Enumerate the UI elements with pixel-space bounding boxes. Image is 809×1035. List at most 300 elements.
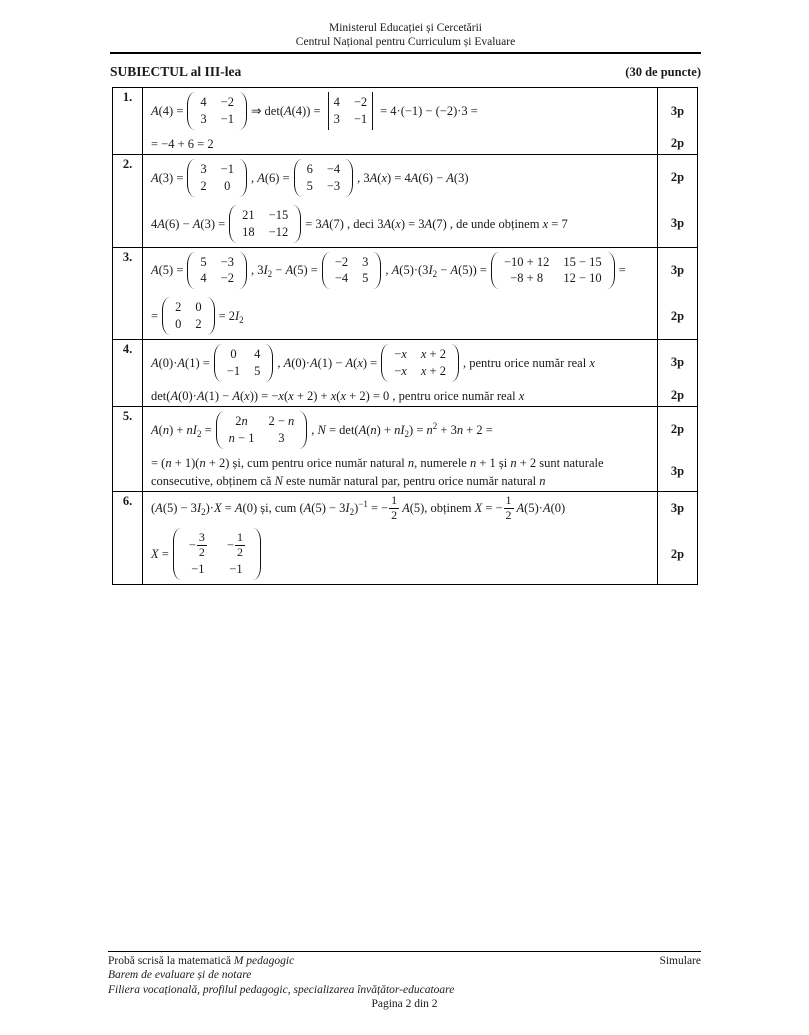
math-var: A (383, 216, 392, 231)
math-text: 2 (195, 317, 202, 332)
math-var: x (340, 388, 347, 403)
matrix-cell (229, 413, 255, 430)
math-text: 0 (195, 300, 202, 315)
matrix-cell (242, 224, 255, 241)
math-text: , $N = \det(A(n) + nI_2) = n^2 + 3n + 2$ = (311, 420, 493, 439)
math-var: A (151, 263, 159, 278)
math-var: A (345, 355, 354, 370)
math-var: x (589, 355, 595, 370)
math-var: I (263, 263, 268, 278)
matrix (322, 252, 382, 290)
math-text: x + 2 (420, 363, 446, 378)
matrix-cell (221, 270, 234, 287)
subject-heading (110, 64, 701, 80)
math-text: 3 (200, 112, 207, 126)
math-text: ⇒ det(A(4)) = (250, 103, 321, 118)
matrix-cell (269, 224, 289, 241)
math-var: x (518, 388, 525, 403)
math-var: I (192, 422, 197, 437)
math-text: A(5), obținem X = (402, 501, 493, 516)
matrix-cells (195, 252, 239, 290)
math-var: x (542, 216, 549, 231)
ministry-line2: Centrul Național pentru Curriculum și Evaluare (295, 35, 516, 48)
matrix-cell (334, 94, 340, 111)
points-cell: 3p (657, 201, 697, 247)
math-var: n (456, 422, 464, 437)
matrix-cell (504, 270, 549, 287)
math-text: −10 + 12 (503, 254, 550, 269)
math-text: −1 (353, 112, 368, 126)
matrix-cell (221, 254, 234, 271)
math-text: −15 (268, 207, 289, 222)
matrix (187, 252, 247, 290)
math-var: A (196, 388, 205, 403)
math-var: A (391, 263, 400, 278)
math-var: N (317, 422, 326, 437)
math-var: n (162, 422, 170, 437)
solution-line (143, 524, 657, 583)
paren-right (293, 205, 301, 243)
matrix (216, 411, 308, 449)
matrix-cells (329, 92, 373, 130)
matrix-cells (302, 159, 346, 197)
paren-right (299, 411, 307, 449)
footer-rule (108, 951, 701, 952)
math-text: 3 (362, 254, 369, 269)
paren-left (381, 344, 389, 382)
matrix-cell (421, 363, 446, 380)
points-cell: 2p (657, 524, 697, 583)
paren-right (607, 252, 615, 290)
math-var: x (395, 216, 401, 231)
matrix-cell (200, 178, 206, 195)
matrix-cell (227, 346, 240, 363)
fraction-sign: − (381, 501, 389, 516)
fraction (227, 531, 245, 560)
matrix-cells (195, 159, 239, 197)
table-row (113, 340, 697, 407)
math-var: A (192, 216, 201, 231)
matrix-cell (327, 178, 340, 195)
math-var: I (235, 309, 240, 324)
math-var: A (446, 170, 454, 185)
matrix (294, 159, 354, 197)
math-var: I (196, 501, 202, 516)
math-var: A (402, 501, 410, 516)
math-text: −2 (220, 95, 234, 110)
paren-left (214, 344, 222, 382)
math-var: X (151, 547, 159, 562)
math-var: x (381, 170, 388, 185)
matrix-cell (186, 561, 210, 578)
math-text: 5 (254, 363, 261, 378)
solution-line (143, 293, 657, 339)
math-text: det(A(0)·A(1) − A(x)) = −x(x + 2) + x(x + 2) = 0 , pentru orice număr real x (151, 388, 525, 403)
math-var: n (228, 430, 235, 445)
math-text: 6 (306, 162, 313, 176)
numerator: 1 (236, 530, 243, 545)
paren-left (229, 205, 237, 243)
ministry-header (110, 22, 701, 49)
math-text: = −4 + 6 = 2 (151, 136, 214, 151)
math-var: A (151, 170, 159, 185)
math-text: 2 (200, 178, 207, 193)
math-text: = $2I_2$ (218, 309, 244, 326)
math-var: A (542, 501, 551, 516)
matrix-cells (224, 411, 300, 449)
points-cell: 2p (657, 155, 697, 201)
math-text: A(5) = (151, 263, 184, 278)
math-text: −2 (334, 254, 349, 269)
row-number: 6. (113, 492, 143, 584)
row-number: 3. (113, 248, 143, 340)
math-text: 0 (230, 347, 237, 361)
points-cell: 2p (657, 407, 697, 453)
matrix-cell (307, 161, 313, 178)
table-row (113, 155, 697, 248)
matrix-cell (200, 270, 206, 287)
math-var: A (424, 216, 433, 231)
math-text: 21 (242, 207, 255, 222)
matrix-cell (563, 270, 601, 287)
points-cell: 3p (657, 248, 697, 294)
matrix-cells (389, 344, 451, 382)
matrix-cell (200, 254, 206, 271)
math-text: 3 (278, 430, 285, 445)
denominator: 2 (198, 545, 205, 560)
matrix-cell (268, 430, 294, 447)
points-cell: 3p (657, 453, 697, 491)
math-var: A (151, 103, 159, 118)
math-text: 5 (362, 271, 369, 286)
math-var: n (186, 422, 193, 437)
math-text: A(4) = (151, 103, 184, 118)
page-footer (108, 951, 701, 1011)
math-text: −3 (326, 178, 341, 193)
math-var: n (199, 455, 206, 470)
math-text: = (618, 263, 626, 278)
matrix-cells (237, 205, 293, 243)
row-number: 5. (113, 407, 143, 491)
math-var: n (165, 455, 172, 470)
table-row (113, 248, 697, 341)
matrix-cell (362, 254, 368, 271)
math-var: n (469, 455, 477, 470)
math-text: 15 − 15 (563, 254, 602, 269)
math-sup: 2 (432, 420, 438, 431)
math-text: A(5)·A(0) (516, 501, 566, 516)
matrix-cell (195, 299, 201, 316)
footer-line3 (108, 983, 701, 997)
math-text: 2n (235, 413, 248, 428)
math-var: A (369, 170, 378, 185)
paren-left (187, 159, 195, 197)
solution-line (143, 201, 657, 247)
math-var: A (303, 501, 312, 516)
math-var: x (288, 388, 294, 403)
matrix-cell (242, 207, 255, 224)
paren-right (253, 528, 261, 579)
math-text: 2 − n (268, 413, 295, 428)
math-text: 0 (224, 178, 231, 193)
numerator: 1 (505, 492, 512, 507)
matrix-cell (200, 94, 206, 111)
math-sub: 2 (404, 428, 410, 439)
math-var: A (516, 501, 525, 516)
math-var: A (157, 216, 165, 231)
math-text: −1 (226, 363, 241, 378)
matrix-cell (354, 111, 367, 128)
math-text: −1 (229, 562, 243, 577)
math-var: I (400, 422, 405, 437)
paren-right (345, 159, 353, 197)
footer-line2 (108, 968, 701, 982)
math-var: I (345, 501, 350, 516)
math-text: , $A(5)\cdot(3I_2 - A(5))$ = (385, 263, 487, 280)
math-var: n (539, 473, 546, 488)
matrix (162, 297, 215, 335)
table-row (113, 492, 697, 584)
math-text: −2 (220, 271, 234, 286)
math-var: A (155, 501, 163, 516)
fraction-sign: − (188, 538, 196, 553)
footer-line1 (108, 954, 701, 968)
math-var: A (232, 388, 240, 403)
math-text: 5 (306, 178, 313, 193)
matrix-cell (421, 346, 446, 363)
matrix-cell (269, 207, 289, 224)
footer-line2-text: Barem de evaluare și de notare (108, 969, 252, 982)
paren-left (294, 159, 302, 197)
matrix-cells (330, 252, 374, 290)
matrix-cell (229, 430, 255, 447)
math-text: −2 (353, 95, 368, 110)
math-text: 18 (242, 224, 255, 239)
paren-right (373, 252, 381, 290)
matrix-cells (195, 92, 239, 130)
math-var: x (330, 388, 337, 403)
table-row (113, 407, 697, 492)
fraction (495, 494, 513, 523)
math-var: x (401, 347, 407, 361)
fraction-sign: − (226, 538, 234, 553)
math-var: A (151, 355, 159, 370)
math-sub: 2 (196, 428, 202, 439)
paren-left (187, 252, 195, 290)
solution-line (143, 492, 657, 525)
matrix (491, 252, 615, 290)
matrix-cell (394, 346, 407, 363)
math-text: −8 + 8 (510, 271, 544, 286)
matrix-cells (170, 297, 207, 335)
math-var: A (284, 103, 292, 118)
matrix-cell (335, 270, 348, 287)
math-text: −1 (220, 112, 234, 126)
math-text: A(0)·A(1) = (151, 355, 210, 370)
points-cell: 2p (657, 386, 697, 406)
matrix-cell (186, 530, 210, 561)
fraction (381, 494, 399, 523)
matrix-cell (227, 363, 240, 380)
numerator: 3 (198, 530, 205, 545)
math-text: 4 (254, 347, 261, 361)
matrix (173, 528, 261, 579)
math-var: x (401, 363, 407, 378)
matrix-cell (307, 178, 313, 195)
paren-right (207, 297, 215, 335)
math-sup: −1 (358, 499, 368, 510)
paren-right (239, 92, 247, 130)
math-text: $(A(5) - 3I_2)\cdot X = A(0)$ și, cum $(A(5) - 3I_2)^{-1}$ = (151, 499, 379, 518)
math-text: −1 (220, 162, 234, 176)
solution-line (143, 407, 657, 453)
matrix-cell (254, 363, 260, 380)
matrix-cell (221, 111, 234, 128)
math-var: n (288, 413, 295, 428)
exam-name-italic: M pedagogic (233, 955, 295, 967)
matrix-cell (504, 254, 549, 271)
math-var: x (420, 347, 427, 361)
math-var: n (241, 413, 248, 428)
matrix (381, 344, 459, 382)
math-text: −x (394, 363, 407, 378)
math-var: A (309, 355, 318, 370)
matrix-cell (327, 161, 340, 178)
paren-left (491, 252, 499, 290)
matrix (187, 92, 247, 130)
math-text: 4 (200, 271, 207, 286)
row-number: 2. (113, 155, 143, 247)
solution-line (143, 386, 657, 406)
math-text: , A(6) = (250, 170, 290, 185)
math-text: −3 (220, 254, 234, 269)
matrix-cell (221, 161, 234, 178)
paren-left (322, 252, 330, 290)
math-text: 0 (175, 317, 182, 332)
matrix-cell (268, 413, 294, 430)
math-var: A (170, 388, 179, 403)
math-text: x + 2 (420, 347, 446, 361)
row-number: 1. (113, 88, 143, 154)
math-text: −4 (334, 271, 349, 286)
matrix-cell (221, 178, 234, 195)
exam-name (108, 954, 294, 968)
ministry-line1: Ministerul Educației și Cercetării (329, 22, 482, 34)
math-var: A (177, 355, 186, 370)
math-sub: 2 (201, 507, 206, 518)
matrix-cell (362, 270, 368, 287)
math-text: , $3I_2 - A(5)$ = (250, 263, 318, 280)
matrix-cell (224, 561, 248, 578)
matrix-cell (254, 346, 260, 363)
math-var: n (394, 422, 401, 437)
math-var: A (283, 355, 292, 370)
math-var: A (321, 216, 330, 231)
math-sub: 2 (432, 269, 438, 280)
points-cell: 2p (657, 293, 697, 339)
math-text: −1 (191, 562, 205, 577)
math-text: −12 (268, 224, 289, 239)
matrix (214, 344, 274, 382)
math-var: A (450, 263, 459, 278)
paren-right (265, 344, 273, 382)
math-text: 5 (200, 254, 207, 269)
matrix-cell (200, 161, 206, 178)
math-text: , A(0)·A(1) − A(x) = (277, 355, 378, 370)
math-text: −4 (326, 162, 341, 176)
math-sub: 2 (349, 507, 355, 518)
matrix (229, 205, 301, 243)
math-var: X (213, 501, 222, 516)
math-text: 3 (200, 162, 207, 176)
math-text: 3 (333, 112, 340, 126)
matrix-cells (222, 344, 266, 382)
math-var: A (410, 170, 419, 185)
paren-left (162, 297, 170, 335)
math-text: 4 (333, 95, 340, 110)
solution-line (143, 88, 657, 134)
math-sub: 2 (267, 269, 273, 280)
math-text: A(3) = (151, 170, 184, 185)
matrix-cell (354, 94, 367, 111)
subject-title: SUBIECTUL al III-lea (110, 64, 242, 80)
math-text: 12 − 10 (563, 271, 602, 286)
paren-right (239, 159, 247, 197)
math-text: n − 1 (228, 430, 255, 445)
matrix-cell (175, 316, 181, 333)
math-var: X (474, 501, 483, 516)
math-var: n (510, 455, 517, 470)
points-cell: 3p (657, 340, 697, 386)
math-text: = (151, 309, 159, 324)
math-var: x (244, 388, 250, 403)
matrix-cells (181, 528, 253, 579)
matrix-cell (394, 363, 407, 380)
denominator: 2 (236, 545, 243, 560)
matrix-cell (221, 94, 234, 111)
math-var: x (357, 355, 363, 370)
subject-points: (30 de puncte) (625, 65, 701, 80)
paren-right (239, 252, 247, 290)
solution-line (143, 340, 657, 386)
math-var: A (257, 170, 265, 185)
math-var: I (428, 263, 433, 278)
exam-name-regular: Probă scrisă la matematică (108, 955, 234, 967)
rubric-table (112, 87, 698, 585)
matrix-cell (175, 299, 181, 316)
math-text: $A(n) + nI_2$ = (151, 422, 212, 439)
denominator: 2 (505, 507, 512, 522)
solution-line (143, 453, 657, 491)
fraction-sign: − (495, 501, 503, 516)
paren-right (451, 344, 459, 382)
paren-left (173, 528, 181, 579)
math-var: x (420, 363, 427, 378)
math-var: n (407, 455, 415, 470)
solution-line (143, 134, 657, 154)
matrix-cell (335, 254, 348, 271)
math-text: , 3A(x) = 4A(6) − A(3) (357, 170, 469, 185)
numerator: 1 (391, 492, 398, 507)
math-text: , pentru orice număr real x (462, 355, 595, 370)
math-var: n (426, 422, 433, 437)
paren-left (187, 92, 195, 130)
math-var: N (274, 473, 283, 488)
math-text: 4A(6) − A(3) = (151, 216, 226, 231)
points-cell: 3p (657, 492, 697, 525)
matrix-cell (195, 316, 201, 333)
matrix-cell (334, 111, 340, 128)
